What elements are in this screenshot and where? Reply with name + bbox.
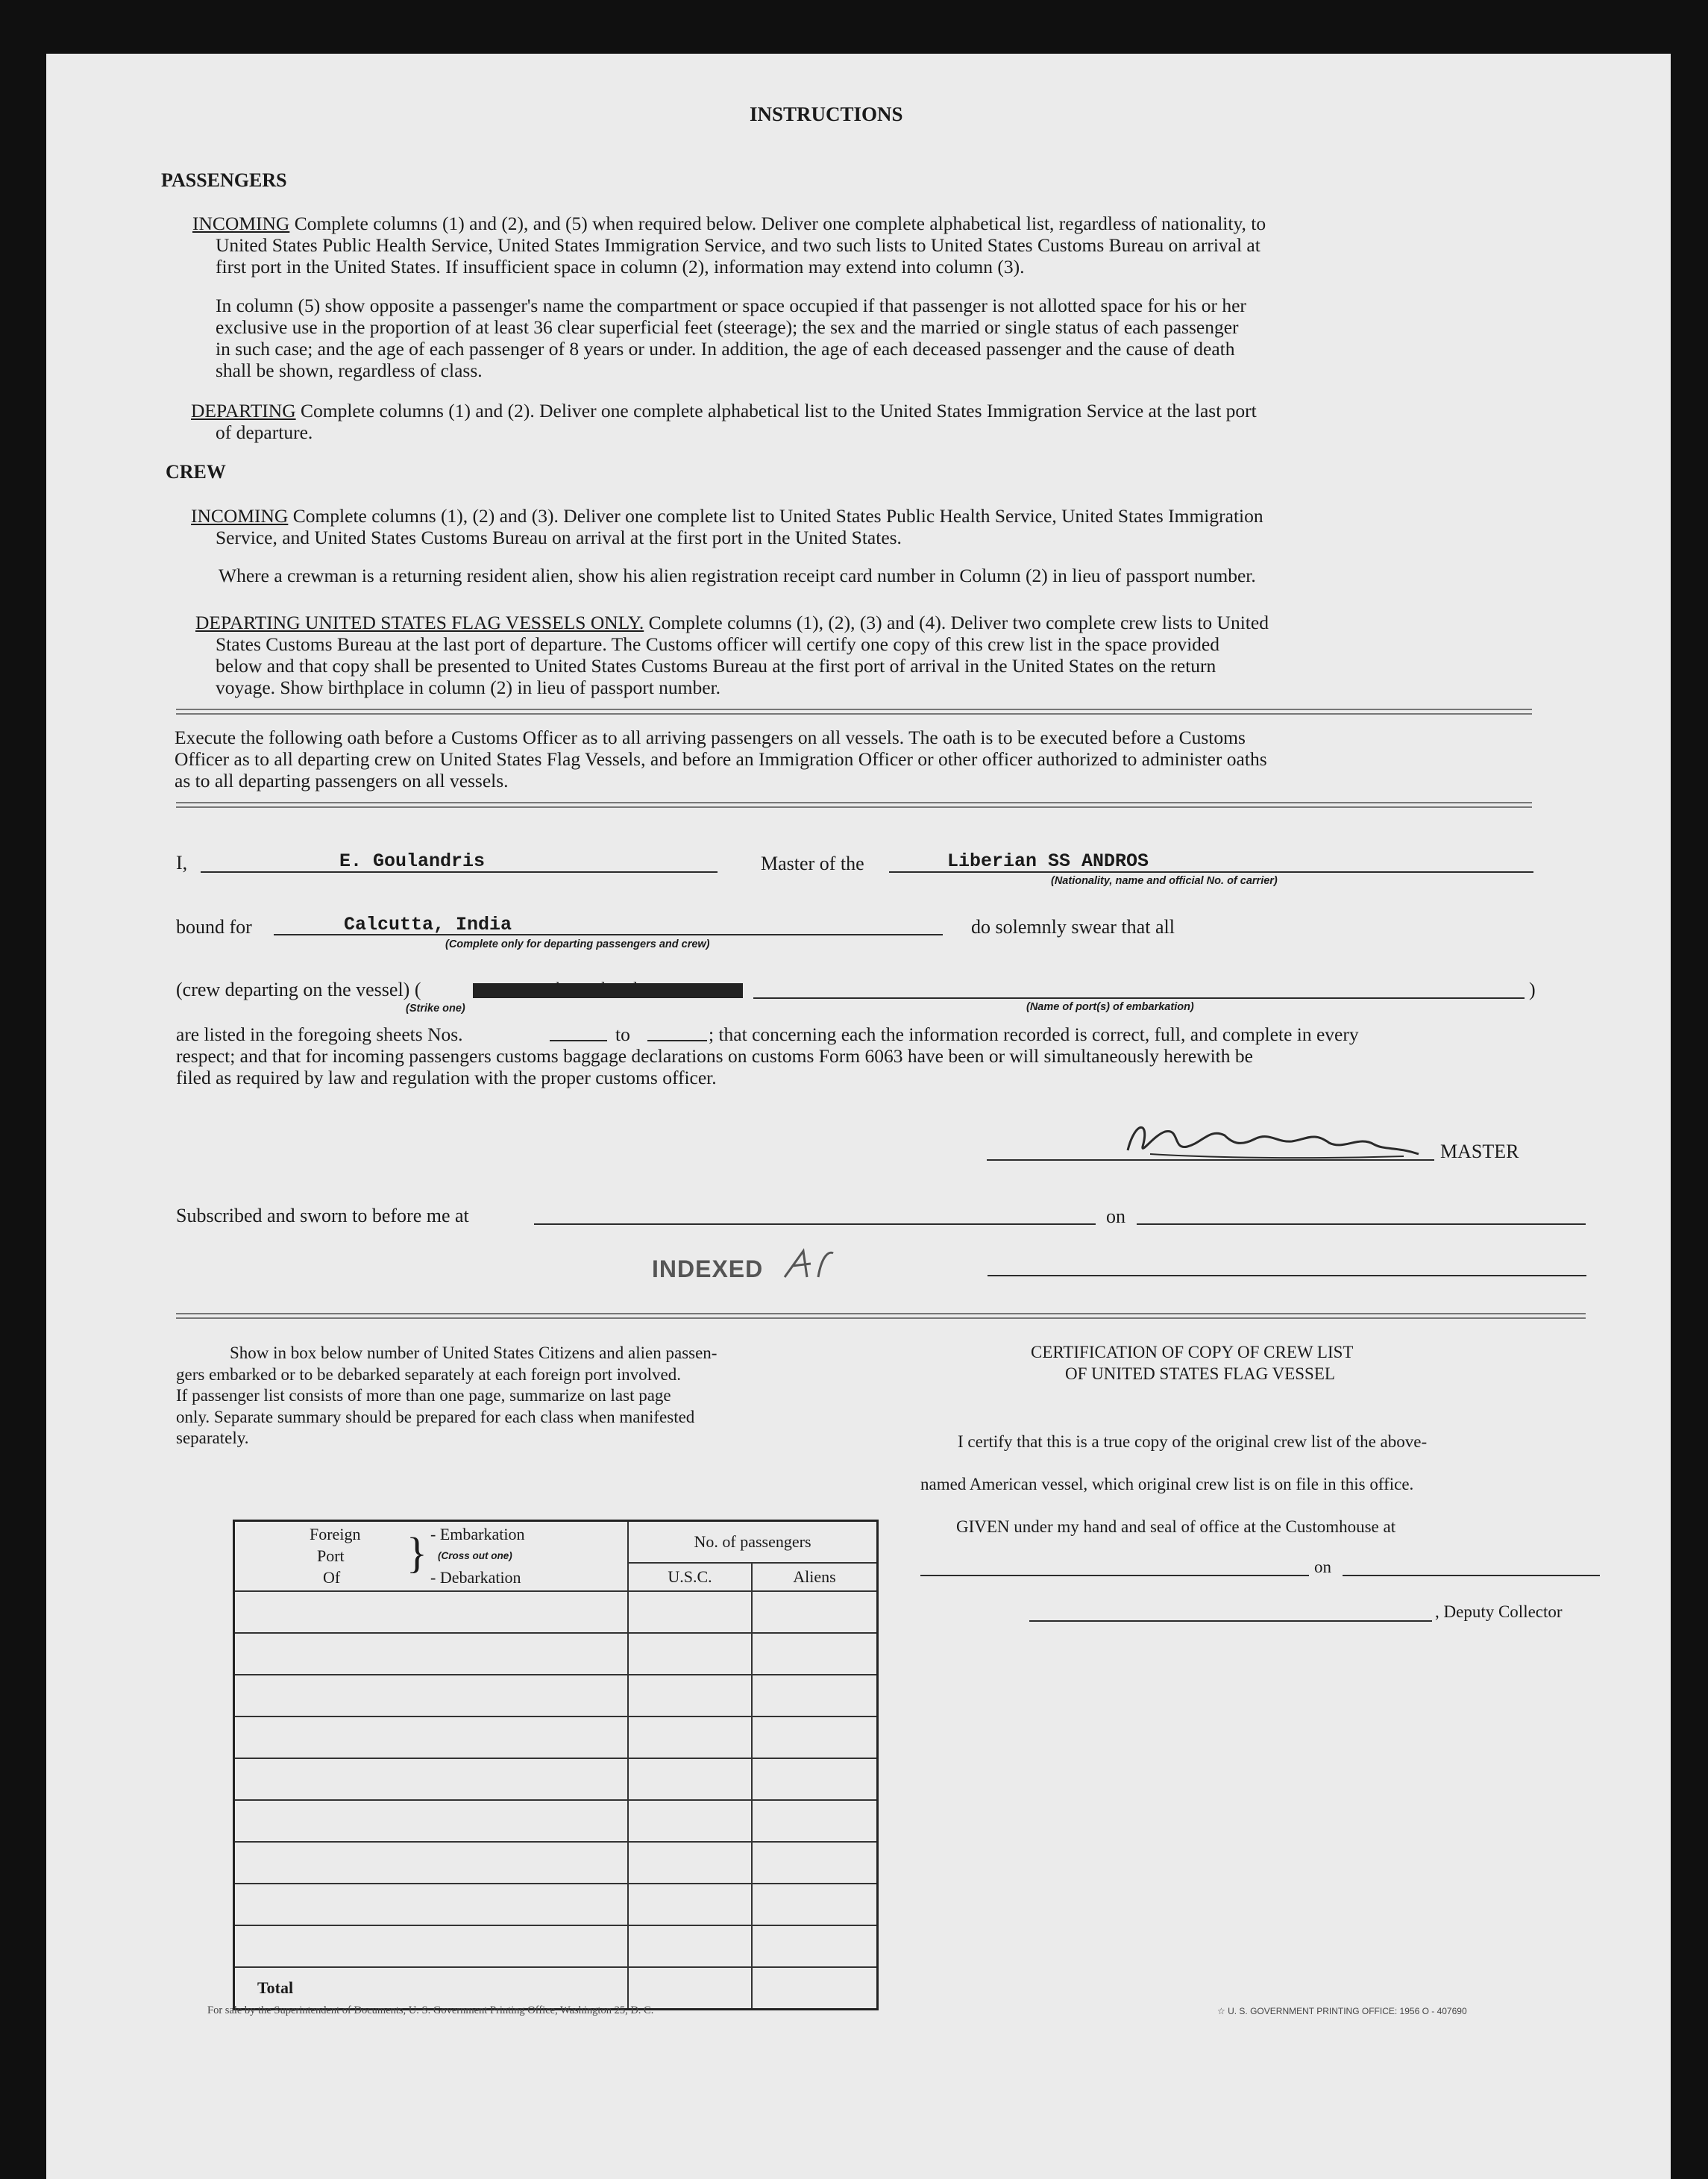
certification-title-1: CERTIFICATION OF COPY OF CREW LIST [1031, 1343, 1354, 1361]
subscribed-label: Subscribed and sworn to before me at [176, 1205, 469, 1226]
divider [176, 709, 1532, 715]
debarkation-label: - Debarkation [430, 1568, 521, 1587]
crew-heading: CREW [166, 461, 226, 483]
usc-cell[interactable] [628, 1925, 752, 1967]
table-row [234, 1675, 878, 1716]
certification-text-3: GIVEN under my hand and seal of office at the Customhouse at [956, 1517, 1396, 1536]
bound-for-caption: (Complete only for departing passengers and crew) [445, 938, 710, 950]
table-row [234, 1758, 878, 1800]
cross-out-caption: (Cross out one) [438, 1550, 512, 1561]
aliens-cell[interactable] [752, 1758, 878, 1800]
foreign-label: Foreign [310, 1525, 361, 1543]
certification-text-1: I certify that this is a true copy of the original crew list of the above- [958, 1432, 1428, 1451]
form-page [46, 54, 1671, 2179]
listed-line-c: ; that concerning each the information recorded is correct, full, and complete in every [709, 1023, 1359, 1045]
table-header-row [234, 1521, 878, 1564]
total-aliens-cell[interactable] [752, 1967, 878, 2010]
aliens-header: Aliens [752, 1563, 878, 1591]
of-label: Of [323, 1568, 341, 1587]
listed-line-2: respect; and that for incoming passengers customs baggage declarations on customs Form 6063 have been or will simultaneously herewith be [176, 1045, 1253, 1067]
close-paren: ) [1529, 979, 1536, 1000]
master-signature [1120, 1113, 1434, 1165]
passengers-departing-paragraph: DEPARTING Complete columns (1) and (2). Deliver one complete alphabetical list to the United States Immigration Service at the last port of departure. [191, 400, 1257, 443]
deputy-collector-label: , Deputy Collector [1435, 1602, 1563, 1621]
table-row [234, 1716, 878, 1758]
embarkation-caption: (Name of port(s) of embarkation) [1026, 1001, 1194, 1013]
usc-cell[interactable] [628, 1675, 752, 1716]
port-cell[interactable] [234, 1758, 629, 1800]
certification-text-2: named American vessel, which original crew list is on file in this office. [920, 1475, 1414, 1493]
no-passengers-header: No. of passengers [628, 1521, 878, 1564]
passengers-incoming-label: INCOMING [192, 213, 290, 234]
port-cell[interactable] [234, 1591, 629, 1633]
certification-date-field[interactable] [1343, 1575, 1600, 1576]
total-label: Total [234, 1967, 629, 2010]
aliens-cell[interactable] [752, 1842, 878, 1884]
indexed-initials [781, 1247, 841, 1285]
column5-paragraph: In column (5) show opposite a passenger's name the compartment or space occupied if that passenger is not allotted space for his or her exclusive use in the proportion of at least 36 clear superficial feet (steerage); the sex and the married or single status of each passenger in such case; and the age of each passenger of 8 years or under. In addition, the age of each deceased passenger and the cause of death shall be shown, regardless of class. [216, 295, 1246, 381]
bound-for-label: bound for [176, 916, 252, 938]
officer-signature-line[interactable] [988, 1275, 1586, 1276]
oath-instructions: Execute the following oath before a Customs Officer as to all arriving passengers on all vessels. The oath is to be executed before a Customs Officer as to all departing crew on United States Flag Vessels, and before an Immigration Officer or other officer authorized to administer oaths as to all departing passengers on all vessels. [175, 727, 1267, 791]
master-name-value: E. Goulandris [339, 850, 486, 872]
port-label: Port [317, 1546, 345, 1565]
customhouse-field[interactable] [920, 1575, 1309, 1576]
table-row [234, 1591, 878, 1633]
footer-right: ☆ U. S. GOVERNMENT PRINTING OFFICE: 1956 O - 407690 [1217, 2006, 1467, 2016]
table-row [234, 1842, 878, 1884]
crew-departing-paragraph: DEPARTING UNITED STATES FLAG VESSELS ONLY. Complete columns (1), (2), (3) and (4). Deliver two complete crew lists to United States Customs Bureau at the last port of departure. The Customs officer will certify one copy of this crew list in the space provided below and that copy shall be presented to United States Customs Bureau at the first port of arrival in the United States on the return voyage. Show birthplace in column (2) in lieu of passport number. [195, 612, 1269, 698]
footer-left: For sale by the Superintendent of Documents, U. S. Government Printing Office, Washington 25, D. C. [207, 2004, 654, 2016]
embarkation-port-field[interactable] [753, 997, 1525, 999]
port-cell[interactable] [234, 1884, 629, 1925]
listed-line-a: are listed in the foregoing sheets Nos. [176, 1023, 463, 1045]
crew-incoming-label: INCOMING [191, 505, 289, 527]
aliens-cell[interactable] [752, 1716, 878, 1758]
brace-icon: } [406, 1529, 427, 1577]
aliens-cell[interactable] [752, 1675, 878, 1716]
sworn-place-field[interactable] [534, 1223, 1096, 1225]
passengers-departing-label: DEPARTING [191, 400, 296, 421]
vessel-caption: (Nationality, name and official No. of carrier) [1051, 875, 1278, 887]
port-header-cell [234, 1521, 629, 1592]
usc-cell[interactable] [628, 1633, 752, 1675]
port-cell[interactable] [234, 1842, 629, 1884]
embarkation-label: - Embarkation [430, 1525, 525, 1543]
crew-departing-label: (crew departing on the vessel) ( [176, 979, 421, 1000]
divider [176, 1313, 1586, 1319]
passengers-heading: PASSENGERS [161, 169, 287, 191]
vessel-value: Liberian SS ANDROS [947, 850, 1149, 872]
usc-cell[interactable] [628, 1800, 752, 1842]
usc-cell[interactable] [628, 1716, 752, 1758]
listed-line-3: filed as required by law and regulation with the proper customs officer. [176, 1067, 717, 1088]
instructions-title: INSTRUCTIONS [750, 103, 903, 125]
aliens-cell[interactable] [752, 1925, 878, 1967]
total-row [234, 1967, 878, 2010]
total-usc-cell[interactable] [628, 1967, 752, 2010]
deputy-collector-signature-line[interactable] [1029, 1620, 1432, 1622]
swear-label: do solemnly swear that all [971, 916, 1175, 938]
port-cell[interactable] [234, 1675, 629, 1716]
summary-description: Show in box below number of United States Citizens and alien passen- gers embarked or to be debarked separately at each foreign port involved. If passenger list consists of more than one page, summarize on last page only. Separate summary should be prepared for each class when manifested separately. [176, 1344, 718, 1447]
crew-departing-label: DEPARTING UNITED STATES FLAG VESSELS ONLY. [195, 612, 644, 633]
crew-incoming-paragraph: INCOMING Complete columns (1), (2) and (3). Deliver one complete list to United States Public Health Service, United States Immigration Service, and United States Customs Bureau on arrival at the first port in the United States. [191, 505, 1263, 548]
usc-header: U.S.C. [628, 1563, 752, 1591]
strike-one-caption: (Strike one) [406, 1003, 465, 1015]
table-row [234, 1925, 878, 1967]
aliens-cell[interactable] [752, 1633, 878, 1675]
certification-title-2: OF UNITED STATES FLAG VESSEL [1065, 1364, 1335, 1383]
passenger-summary-table [233, 1520, 879, 2010]
port-cell[interactable] [234, 1716, 629, 1758]
table-row [234, 1800, 878, 1842]
aliens-cell[interactable] [752, 1800, 878, 1842]
listed-line-b: to [615, 1023, 630, 1045]
master-label: MASTER [1440, 1141, 1519, 1162]
port-cell[interactable] [234, 1633, 629, 1675]
aliens-cell[interactable] [752, 1884, 878, 1925]
port-cell[interactable] [234, 1800, 629, 1842]
sheet-to-field[interactable] [647, 1040, 707, 1041]
table-row [234, 1633, 878, 1675]
sworn-date-field[interactable] [1137, 1223, 1586, 1225]
usc-cell[interactable] [628, 1842, 752, 1884]
indexed-stamp: INDEXED [652, 1255, 764, 1282]
usc-cell[interactable] [628, 1758, 752, 1800]
usc-cell[interactable] [628, 1884, 752, 1925]
bound-for-value: Calcutta, India [344, 914, 512, 935]
divider [176, 802, 1532, 808]
i-label: I, [176, 852, 188, 874]
aliens-cell[interactable] [752, 1591, 878, 1633]
master-of-label: Master of the [761, 853, 864, 874]
passengers-incoming-paragraph: INCOMING Complete columns (1) and (2), and (5) when required below. Deliver one complete alphabetical list, regardless of nationality, to United States Public Health Service, United States Immigration Service, and two such lists to United States Customs Bureau on arrival at first port in the United States. If insufficient space in column (2), information may extend into column (3). [192, 213, 1266, 278]
crew-resident-paragraph: Where a crewman is a returning resident alien, show his alien registration receipt card number in Column (2) in lieu of passport number. [219, 565, 1256, 586]
table-row [234, 1884, 878, 1925]
port-cell[interactable] [234, 1925, 629, 1967]
sheet-from-field[interactable] [550, 1040, 607, 1041]
strike-out-mark [473, 983, 743, 998]
certification-on-label: on [1314, 1558, 1331, 1576]
sworn-on-label: on [1106, 1205, 1125, 1227]
usc-cell[interactable] [628, 1591, 752, 1633]
